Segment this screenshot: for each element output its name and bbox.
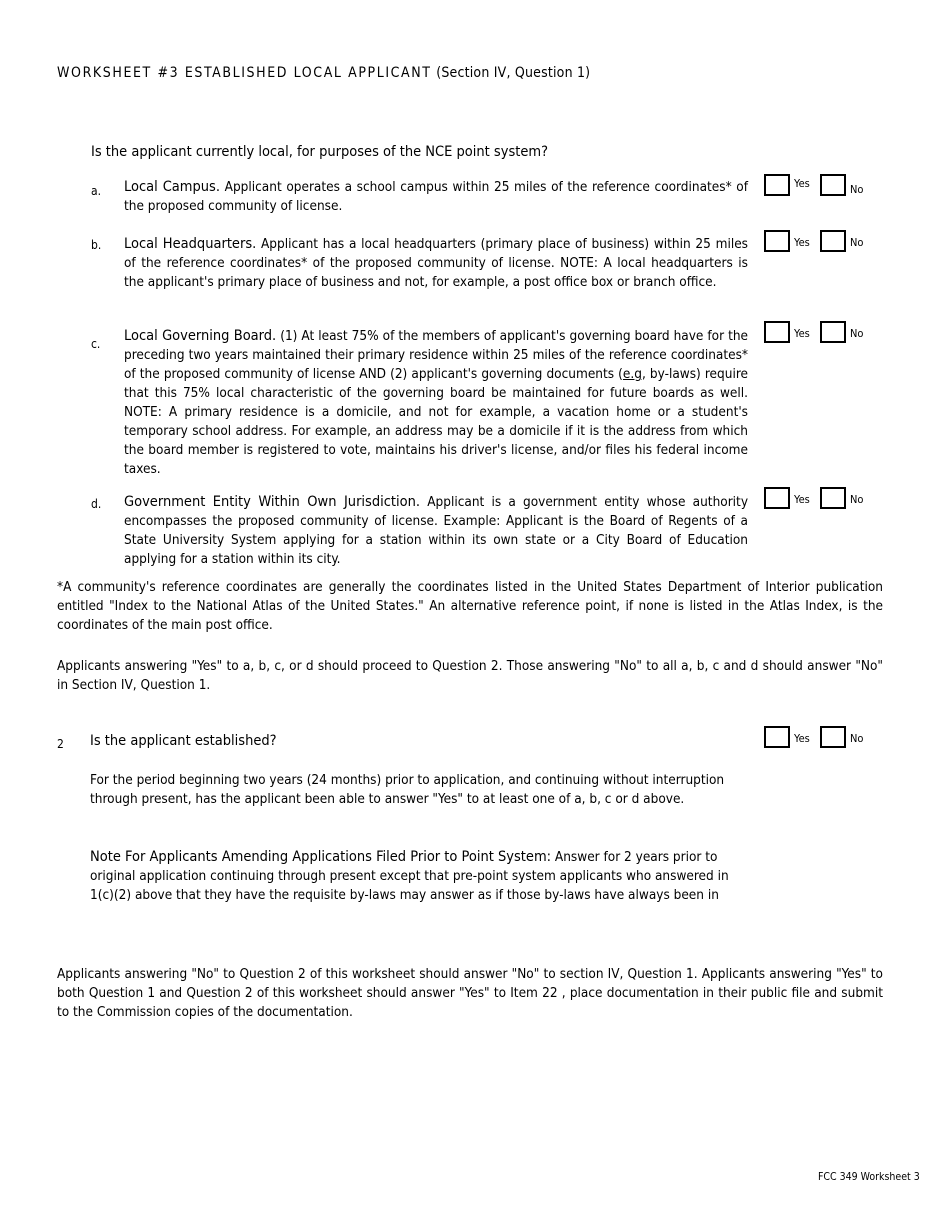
item-b-yes-checkbox[interactable] xyxy=(764,230,790,252)
item-a-letter: a. xyxy=(91,184,102,198)
item-b-lead: Local Headquarters. xyxy=(124,236,257,252)
amending-applications-note xyxy=(90,848,748,905)
question-2-text: Is the applicant established? xyxy=(90,733,277,749)
question-2-yes-checkbox[interactable] xyxy=(764,726,790,748)
item-c-letter: c. xyxy=(91,337,101,351)
item-a-yes-checkbox[interactable] xyxy=(764,174,790,196)
item-b-no-label: No xyxy=(850,236,864,249)
item-d-yes-label: Yes xyxy=(794,493,810,506)
item-a-no-checkbox[interactable] xyxy=(820,174,846,196)
item-c-no-checkbox[interactable] xyxy=(820,321,846,343)
item-b-letter: b. xyxy=(91,238,102,252)
question-2-yes-label: Yes xyxy=(794,732,810,745)
item-c-checkboxes xyxy=(764,321,874,343)
item-b-yes-label: Yes xyxy=(794,236,810,249)
question-2-number: 2 xyxy=(57,737,64,751)
item-a-text xyxy=(124,178,748,216)
item-c-body-underline: e.g xyxy=(622,366,642,382)
worksheet-title xyxy=(57,64,590,83)
item-c-yes-checkbox[interactable] xyxy=(764,321,790,343)
item-a-body: Applicant operates a school campus within 25 miles of the reference coordinates* of the proposed community of license. xyxy=(124,179,748,214)
item-a-no-label: No xyxy=(850,183,864,196)
item-d-letter: d. xyxy=(91,497,102,511)
item-d-lead: Government Entity Within Own Jurisdiction. xyxy=(124,494,421,510)
item-a-yes-label: Yes xyxy=(794,177,810,190)
note-body: Answer for 2 years prior to original application continuing through present except that pre-point system applicants who answered in 1(c)(2) above that they have the requisite by-laws may answer as if those by-laws have always been in xyxy=(90,849,729,903)
note-lead: Note For Applicants Amending Applications Filed Prior to Point System: xyxy=(90,849,552,865)
item-c-yes-label: Yes xyxy=(794,327,810,340)
item-c-body-part1: (1) At least 75% of the members of applicant's governing board have for the preceding two years maintained their primary residence within 25 miles of the reference coordinates* of the proposed community of license AND (2) applicant's governing documents ( xyxy=(124,328,749,382)
item-c-body-part2: , by-laws) require that this 75% local characteristic of the governing board be maintained for future boards as well. NOTE: A primary residence is a domicile, and not for example, a vacation home or a student's temporary school address. For example, an address may be a domicile if it is the address from which the board member is registered to vote, maintains his driver's license, and/or files his federal income taxes. xyxy=(124,366,748,477)
question-2-no-label: No xyxy=(850,732,864,745)
item-a-lead: Local Campus. xyxy=(124,179,220,195)
item-d-no-checkbox[interactable] xyxy=(820,487,846,509)
item-c-lead: Local Governing Board. xyxy=(124,328,277,344)
item-d-no-label: No xyxy=(850,493,864,506)
item-b-text xyxy=(124,235,748,292)
item-b-no-checkbox[interactable] xyxy=(820,230,846,252)
question-2-instruction: Applicants answering "No" to Question 2 of this worksheet should answer "No" to section IV, Question 1. Applicants answering "Yes" to both Question 1 and Question 2 of this worksheet should answer "Yes" to Item 22 , place documentation in their public file and submit to the Commission copies of the documentation. xyxy=(57,966,883,1020)
worksheet-title-sub: (Section IV, Question 1) xyxy=(436,65,591,81)
item-b-checkboxes xyxy=(764,230,874,252)
item-c-text xyxy=(124,327,748,479)
item-a-checkboxes xyxy=(764,174,874,196)
worksheet-title-main: WORKSHEET #3 ESTABLISHED LOCAL APPLICANT xyxy=(57,65,432,81)
question-1-text: Is the applicant currently local, for purposes of the NCE point system? xyxy=(91,144,549,160)
question-2-checkboxes xyxy=(764,726,874,748)
reference-coordinates-footnote: *A community's reference coordinates are generally the coordinates listed in the United States Department of Interior publication entitled "Index to the National Atlas of the United States." An alternative reference point, if none is listed in the Atlas Index, is the coordinates of the main post office. xyxy=(57,579,883,633)
item-d-body: Applicant is a government entity whose authority encompasses the proposed community of license. Example: Applicant is the Board of Regents of a State University System applying for a station within its own state or a City Board of Education applying for a station within its city. xyxy=(124,494,749,567)
item-d-yes-checkbox[interactable] xyxy=(764,487,790,509)
item-b-body: Applicant has a local headquarters (primary place of business) within 25 miles of the reference coordinates* of the proposed community of license. NOTE: A local headquarters is the applicant's primary place of business and not, for example, a post office box or branch office. xyxy=(124,236,748,290)
item-d-checkboxes xyxy=(764,487,874,509)
form-footer: FCC 349 Worksheet 3 xyxy=(818,1171,920,1183)
question-2-no-checkbox[interactable] xyxy=(820,726,846,748)
item-d-text xyxy=(124,493,748,569)
question-1-instruction: Applicants answering "Yes" to a, b, c, or d should proceed to Question 2. Those answering "No" to all a, b, c and d should answer "No" in Section IV, Question 1. xyxy=(57,658,883,693)
item-c-no-label: No xyxy=(850,327,864,340)
question-2-detail: For the period beginning two years (24 months) prior to application, and continuing without interruption through present, has the applicant been able to answer "Yes" to at least one of a, b, c or d above. xyxy=(90,772,725,807)
